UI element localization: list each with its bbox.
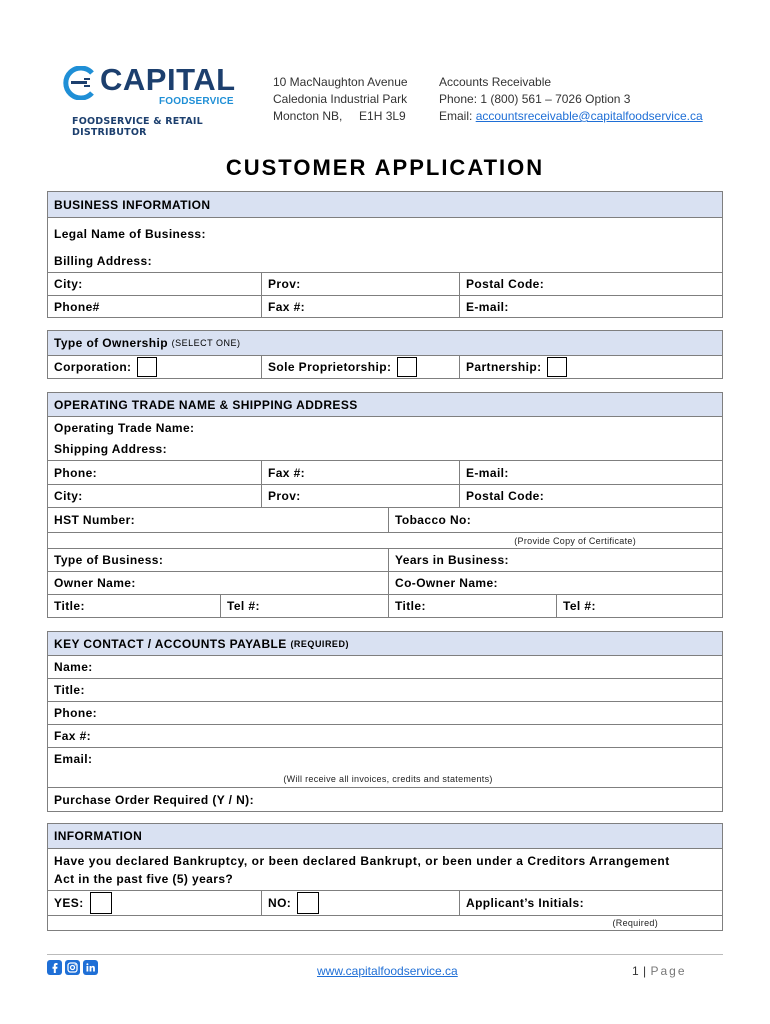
sole-proprietorship-label: Sole Proprietorship: bbox=[268, 360, 392, 374]
sole-proprietorship-checkbox[interactable] bbox=[397, 357, 417, 377]
partnership-option bbox=[459, 356, 722, 378]
owner-title-field[interactable]: Title: bbox=[54, 599, 85, 613]
form-row bbox=[48, 770, 722, 787]
page-word: Page bbox=[650, 964, 687, 978]
yes-checkbox[interactable] bbox=[90, 892, 112, 914]
corporation-label: Corporation: bbox=[54, 360, 132, 374]
bankruptcy-question-line-2: Act in the past five (5) years? bbox=[54, 871, 234, 886]
key-contact-section bbox=[47, 631, 723, 812]
social-links bbox=[47, 960, 98, 975]
logo-subtitle: FOODSERVICE bbox=[159, 96, 234, 107]
ar-email-label: Email: bbox=[439, 109, 476, 123]
trade-name-field[interactable]: Operating Trade Name: bbox=[54, 420, 195, 435]
contact-name-field[interactable]: Name: bbox=[54, 660, 93, 674]
email-field[interactable]: E-mail: bbox=[459, 296, 722, 317]
yes-label: YES: bbox=[54, 896, 84, 910]
required-note: (Required) bbox=[612, 918, 658, 928]
bankruptcy-question bbox=[48, 849, 722, 890]
business-type-field[interactable]: Type of Business: bbox=[54, 553, 164, 567]
page-number bbox=[632, 964, 687, 978]
section-header bbox=[48, 393, 722, 416]
form-row bbox=[48, 217, 722, 249]
form-row bbox=[48, 848, 722, 890]
section-heading bbox=[48, 331, 722, 355]
section-header bbox=[48, 192, 722, 217]
applicant-initials-field[interactable]: Applicant’s Initials: bbox=[459, 891, 722, 915]
form-row bbox=[48, 507, 722, 532]
certificate-note: (Provide Copy of Certificate) bbox=[514, 535, 636, 546]
owner-tel-field[interactable]: Tel #: bbox=[220, 595, 388, 617]
ownership-section bbox=[47, 330, 723, 379]
fax-field[interactable]: Fax #: bbox=[261, 296, 459, 317]
bankruptcy-question-line-1: Have you declared Bankruptcy, or been declared Bankrupt, or been under a Creditors Arrangement bbox=[54, 853, 670, 868]
city-field[interactable]: City: bbox=[54, 277, 83, 291]
ar-email bbox=[439, 108, 703, 125]
no-label: NO: bbox=[268, 896, 292, 910]
shipping-phone-field[interactable]: Phone: bbox=[54, 465, 98, 480]
form-row bbox=[48, 678, 722, 701]
form-row bbox=[48, 532, 722, 548]
section-heading: BUSINESS INFORMATION bbox=[54, 197, 211, 212]
website-link[interactable]: www.capitalfoodservice.ca bbox=[317, 964, 458, 978]
section-heading: OPERATING TRADE NAME & SHIPPING ADDRESS bbox=[54, 397, 358, 412]
form-row bbox=[48, 724, 722, 747]
partnership-checkbox[interactable] bbox=[547, 357, 567, 377]
contact-phone-field[interactable]: Phone: bbox=[54, 706, 98, 720]
legal-name-field[interactable]: Legal Name of Business: bbox=[54, 226, 206, 241]
sole-proprietorship-option bbox=[261, 356, 459, 378]
shipping-prov-field[interactable]: Prov: bbox=[261, 485, 459, 507]
form-row bbox=[48, 890, 722, 915]
form-row bbox=[48, 484, 722, 507]
address-line: Caledonia Industrial Park bbox=[273, 92, 408, 106]
ownership-heading: Type of Ownership bbox=[54, 336, 168, 350]
shipping-postal-field[interactable]: Postal Code: bbox=[459, 485, 722, 507]
contact-fax-field[interactable]: Fax #: bbox=[54, 729, 92, 743]
shipping-address-field[interactable]: Shipping Address: bbox=[54, 442, 168, 456]
key-contact-heading: KEY CONTACT / ACCOUNTS PAYABLE bbox=[54, 636, 287, 651]
form-row bbox=[48, 249, 722, 272]
prov-field[interactable]: Prov: bbox=[261, 273, 459, 295]
form-row bbox=[48, 655, 722, 678]
facebook-icon[interactable] bbox=[47, 960, 62, 975]
page-separator: | bbox=[639, 964, 651, 978]
contact-title-field[interactable]: Title: bbox=[54, 683, 85, 697]
section-header bbox=[48, 632, 722, 655]
billing-address-field[interactable]: Billing Address: bbox=[54, 253, 152, 268]
form-row bbox=[48, 787, 722, 811]
page-title: CUSTOMER APPLICATION bbox=[225, 155, 545, 180]
form-row bbox=[48, 747, 722, 770]
logo-wordmark: CAPITAL bbox=[100, 62, 236, 97]
partnership-label: Partnership: bbox=[466, 360, 542, 374]
years-in-business-field[interactable]: Years in Business: bbox=[388, 549, 722, 571]
shipping-city-field[interactable]: City: bbox=[54, 489, 83, 503]
linkedin-icon[interactable] bbox=[83, 960, 98, 975]
no-option bbox=[261, 891, 459, 915]
address-line: 10 MacNaughton Avenue bbox=[273, 75, 408, 89]
section-header bbox=[48, 824, 722, 848]
yes-option bbox=[48, 891, 261, 915]
purchase-order-field[interactable]: Purchase Order Required (Y / N): bbox=[54, 792, 254, 807]
ar-email-link[interactable]: accountsreceivable@capitalfoodservice.ca bbox=[475, 109, 703, 123]
fork-plate-logo-icon bbox=[62, 66, 96, 100]
form-row bbox=[48, 272, 722, 295]
information-section bbox=[47, 823, 723, 931]
section-header bbox=[48, 331, 722, 355]
form-row bbox=[48, 594, 722, 617]
form-row bbox=[48, 915, 722, 930]
company-address bbox=[273, 74, 408, 125]
co-owner-title-field[interactable]: Title: bbox=[388, 595, 556, 617]
form-row bbox=[48, 355, 722, 378]
no-checkbox[interactable] bbox=[297, 892, 319, 914]
owner-name-field[interactable]: Owner Name: bbox=[54, 576, 136, 590]
key-contact-note: (REQUIRED) bbox=[290, 638, 349, 649]
form-row bbox=[48, 295, 722, 317]
corporation-checkbox[interactable] bbox=[137, 357, 157, 377]
operating-trade-section bbox=[47, 392, 723, 618]
co-owner-tel-field[interactable]: Tel #: bbox=[556, 595, 722, 617]
company-logo bbox=[62, 62, 237, 138]
form-row bbox=[48, 416, 722, 438]
form-row bbox=[48, 571, 722, 594]
instagram-icon[interactable] bbox=[65, 960, 80, 975]
email-note: (Will receive all invoices, credits and statements) bbox=[283, 773, 493, 784]
shipping-email-field[interactable]: E-mail: bbox=[459, 461, 722, 484]
phone-field[interactable]: Phone# bbox=[54, 299, 100, 314]
contact-email-field[interactable]: Email: bbox=[54, 752, 93, 766]
form-row bbox=[48, 460, 722, 484]
section-heading bbox=[48, 632, 722, 655]
ar-phone: Phone: 1 (800) 561 – 7026 Option 3 bbox=[439, 92, 631, 106]
ownership-note: (SELECT ONE) bbox=[171, 338, 241, 348]
address-line: Moncton NB, E1H 3L9 bbox=[273, 109, 406, 123]
corporation-option bbox=[48, 356, 261, 378]
tobacco-number-field[interactable]: Tobacco No: bbox=[388, 508, 722, 532]
footer-divider bbox=[47, 954, 723, 955]
business-information-section bbox=[47, 191, 723, 318]
postal-code-field[interactable]: Postal Code: bbox=[459, 273, 722, 295]
form-row bbox=[48, 548, 722, 571]
form-row bbox=[48, 701, 722, 724]
logo-tagline: FOODSERVICE & RETAIL DISTRIBUTOR bbox=[72, 116, 203, 138]
hst-number-field[interactable]: HST Number: bbox=[54, 513, 136, 527]
page-number-value: 1 bbox=[632, 964, 640, 978]
ar-title: Accounts Receivable bbox=[439, 75, 552, 89]
form-row bbox=[48, 438, 722, 460]
co-owner-name-field[interactable]: Co-Owner Name: bbox=[388, 572, 722, 594]
section-heading: INFORMATION bbox=[54, 829, 143, 843]
shipping-fax-field[interactable]: Fax #: bbox=[261, 461, 459, 484]
accounts-receivable-block bbox=[439, 74, 703, 125]
